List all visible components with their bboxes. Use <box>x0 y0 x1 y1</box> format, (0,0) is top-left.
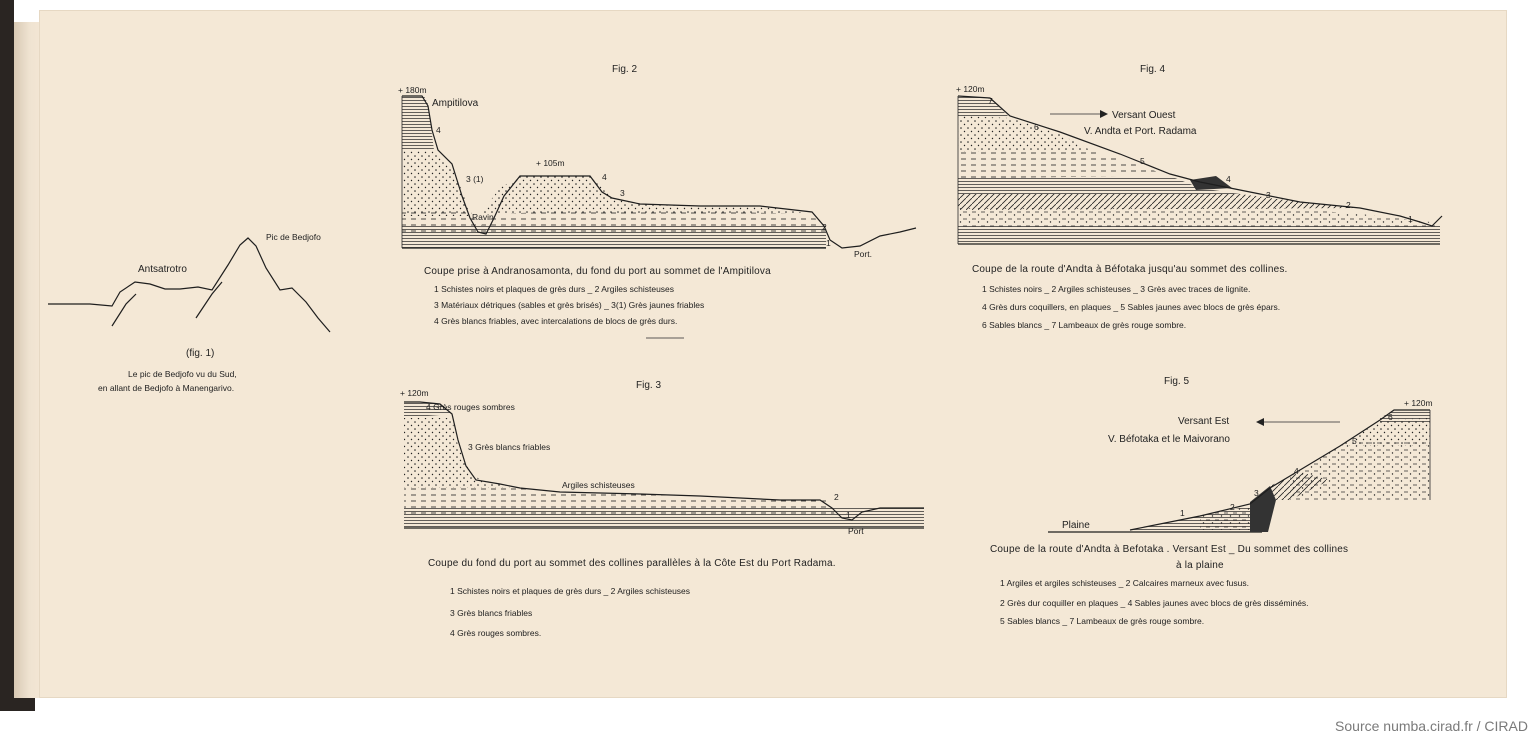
fig3-legend-3: 4 Grès rouges sombres. <box>450 628 542 638</box>
fig3-argiles: Argiles schisteuses <box>562 480 635 490</box>
fig3-port: Port <box>848 526 864 536</box>
fig2-ravin: Ravin <box>472 212 494 222</box>
fig5-caption-2: à la plaine <box>1176 560 1224 571</box>
fig5-title: Fig. 5 <box>1164 376 1190 387</box>
fig4-num-3: 3 <box>1266 190 1271 200</box>
fig4-legend-1: 1 Schistes noirs _ 2 Argiles schisteuses _ 3 Grès avec traces de lignite. <box>982 284 1251 294</box>
fig5-num-1: 1 <box>1180 508 1185 518</box>
fig2-num-4b: 4 <box>602 172 607 182</box>
fig2-legend-3: 4 Grès blancs friables, avec intercalations de blocs de grès durs. <box>434 316 678 326</box>
fig5-num-5: 5 <box>1352 436 1357 446</box>
fig5-versant: Versant Est <box>1178 416 1230 427</box>
source-credit: Source numba.cirad.fr / CIRAD <box>1335 718 1528 734</box>
fig1-left-hill: Antsatrotro <box>138 264 187 275</box>
fig2-num-4a: 4 <box>436 125 441 135</box>
fig2-top-name: Ampitilova <box>432 98 479 109</box>
fig4-legend-3: 6 Sables blancs _ 7 Lambeaux de grès rouge sombre. <box>982 320 1187 330</box>
fig3-legend-1: 1 Schistes noirs et plaques de grès durs _ 2 Argiles schisteuses <box>450 586 691 596</box>
fig5-sub: V. Béfotaka et le Maivorano <box>1108 434 1230 445</box>
fig5-plaine: Plaine <box>1062 520 1090 531</box>
fig3-layer3: 3 Grès blancs friables <box>468 442 551 452</box>
fig5-num-6: 6 <box>1388 412 1393 422</box>
fig1-caption-1: Le pic de Bedjofo vu du Sud, <box>128 369 237 379</box>
fig3-caption: Coupe du fond du port au sommet des collines parallèles à la Côte Est du Port Radama. <box>428 558 836 569</box>
fig1-peak-name: Pic de Bedjofo <box>266 232 321 242</box>
fig1-sketch <box>48 232 330 393</box>
fig2-title: Fig. 2 <box>612 64 638 75</box>
fig4-title: Fig. 4 <box>1140 64 1166 75</box>
fig2-num-3a: 3 (1) <box>466 174 484 184</box>
fig4-sub: V. Andta et Port. Radama <box>1084 126 1197 137</box>
fig4-num-4: 4 <box>1226 174 1231 184</box>
fig4-num-7: 7 <box>988 96 993 106</box>
fig1-caption-2: en allant de Bedjofo à Manengarivo. <box>98 383 235 393</box>
fig4-num-1: 1 <box>1408 214 1413 224</box>
fig3-legend-2: 3 Grès blancs friables <box>450 608 533 618</box>
fig2-legend-2: 3 Matériaux détriques (sables et grès brisés) _ 3(1) Grès jaunes friables <box>434 300 705 310</box>
fig2-top-elev: + 180m <box>398 85 427 95</box>
fig4-num-2: 2 <box>1346 200 1351 210</box>
fig2-num-1: 1 <box>826 238 831 248</box>
fig4-versant: Versant Ouest <box>1112 110 1176 121</box>
fig3-section <box>400 380 924 638</box>
fig5-top-elev: + 120m <box>1404 398 1433 408</box>
fig2-legend-1: 1 Schistes noirs et plaques de grès durs _ 2 Argiles schisteuses <box>434 284 675 294</box>
fig3-layer4: 4 Grès rouges sombres <box>426 402 515 412</box>
fig4-num-6: 6 <box>1034 122 1039 132</box>
fig3-num-1: 1 <box>846 510 851 520</box>
fig2-section <box>398 64 916 338</box>
fig5-caption-1: Coupe de la route d'Andta à Befotaka . Versant Est _ Du sommet des collines <box>990 544 1349 555</box>
fig5-num-2: 2 <box>1230 502 1235 512</box>
fig2-mid-elev: + 105m <box>536 158 565 168</box>
fig5-num-3: 3 <box>1254 488 1259 498</box>
fig4-legend-2: 4 Grès durs coquillers, en plaques _ 5 Sables jaunes avec blocs de grès épars. <box>982 302 1281 312</box>
fig5-legend-2: 2 Grès dur coquiller en plaques _ 4 Sables jaunes avec blocs de grès disséminés. <box>1000 598 1309 608</box>
fig3-title: Fig. 3 <box>636 380 662 391</box>
fig1-label: (fig. 1) <box>186 348 215 359</box>
fig5-section <box>990 376 1433 626</box>
fig5-legend-1: 1 Argiles et argiles schisteuses _ 2 Calcaires marneux avec fusus. <box>1000 578 1249 588</box>
fig4-section <box>956 64 1442 330</box>
fig2-num-2: 2 <box>822 222 827 232</box>
fig3-top-elev: + 120m <box>400 388 429 398</box>
fig3-num-2: 2 <box>834 492 839 502</box>
fig2-num-3b: 3 <box>620 188 625 198</box>
fig4-top-elev: + 120m <box>956 84 985 94</box>
fig4-num-5: 5 <box>1140 156 1145 166</box>
fig5-num-4: 4 <box>1294 466 1299 476</box>
fig4-caption: Coupe de la route d'Andta à Béfotaka jusqu'au sommet des collines. <box>972 264 1288 275</box>
fig2-caption: Coupe prise à Andranosamonta, du fond du port au sommet de l'Ampitilova <box>424 266 771 277</box>
fig5-legend-3: 5 Sables blancs _ 7 Lambeaux de grès rouge sombre. <box>1000 616 1205 626</box>
fig2-port: Port. <box>854 249 872 259</box>
